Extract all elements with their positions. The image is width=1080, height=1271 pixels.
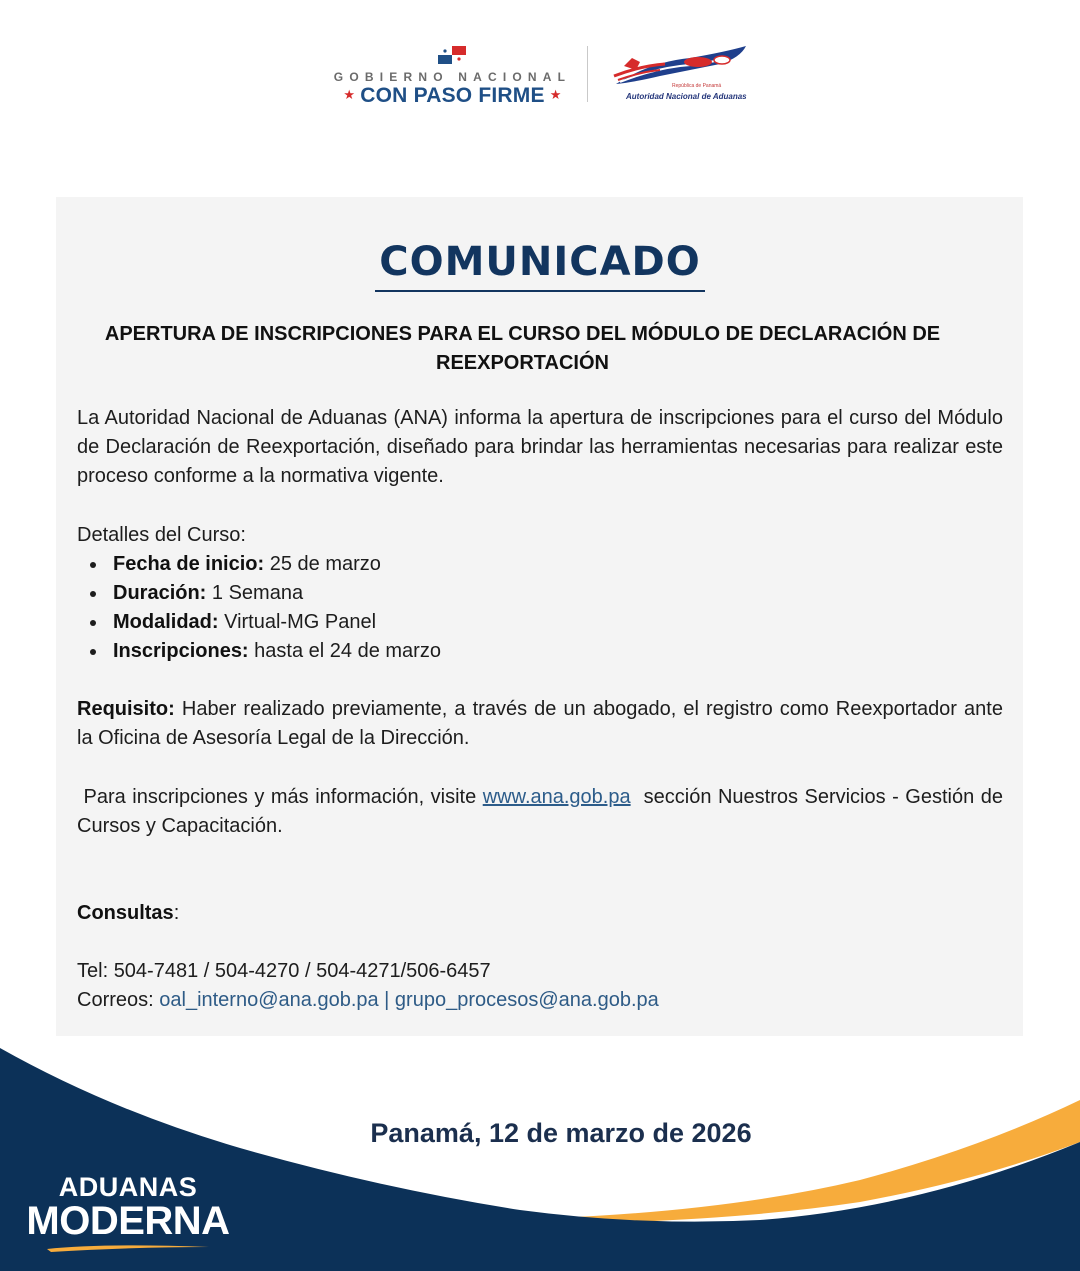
details-list — [77, 550, 441, 666]
government-logo-line1: GOBIERNO NACIONAL — [333, 70, 572, 84]
detail-item-registration — [77, 637, 441, 666]
detail-value: 1 Semana — [206, 582, 304, 604]
government-logo-line2 — [330, 84, 575, 108]
detail-item-start-date — [77, 550, 441, 579]
phone-label: Tel: — [77, 960, 114, 982]
info-paragraph — [77, 783, 1009, 841]
website-link[interactable]: www.ana.gob.pa — [482, 786, 631, 808]
logo-divider — [587, 46, 588, 102]
aduanas-moderna-logo — [18, 1172, 238, 1252]
email-line — [77, 986, 1003, 1015]
agency-logo-subtitle: República de Panamá — [672, 83, 722, 89]
detail-item-duration — [77, 579, 441, 608]
star-icon: ★ — [549, 87, 562, 102]
detail-label: Duración: — [113, 582, 207, 604]
phone-line — [77, 957, 1003, 986]
email-label: Correos: — [77, 989, 160, 1011]
requirement-paragraph — [77, 695, 1003, 753]
details-heading: Detalles del Curso: — [77, 524, 246, 546]
panama-flag-icon — [438, 46, 468, 64]
detail-label: Modalidad: — [113, 611, 219, 633]
brand-line1: ADUANAS — [58, 1172, 198, 1202]
detail-item-modality — [77, 608, 441, 637]
info-text-before: Para inscripciones y más información, visite — [77, 786, 483, 808]
document-title — [0, 238, 1080, 292]
government-logo — [330, 44, 575, 107]
agency-logo-name: Autoridad Nacional de Aduanas — [626, 92, 747, 101]
detail-value: 25 de marzo — [264, 553, 381, 575]
intro-paragraph: La Autoridad Nacional de Aduanas (ANA) informa la apertura de inscripciones para el curso del Módulo de Declaración de Reexportación, diseñado para brindar las herramientas necesarias para realizar este proceso conforme a la normativa vigente. — [77, 407, 1003, 487]
requirement-text: Haber realizado previamente, a través de un abogado, el registro como Reexportador ante la Oficina de Asesoría Legal de la Dirección. — [77, 698, 1003, 749]
government-logo-slogan: CON PASO FIRME — [360, 84, 545, 107]
detail-label: Fecha de inicio: — [113, 553, 265, 575]
header — [0, 0, 1080, 140]
email-addresses[interactable]: oal_interno@ana.gob.pa | grupo_procesos@ana.gob.pa — [159, 989, 659, 1011]
brush-stroke-icon — [43, 1242, 213, 1252]
detail-label: Inscripciones: — [113, 640, 249, 662]
document-subtitle: APERTURA DE INSCRIPCIONES PARA EL CURSO DEL MÓDULO DE DECLARACIÓN DE REEXPORTACIÓN — [104, 323, 941, 374]
consultas-colon: : — [173, 902, 180, 924]
agency-logo — [610, 44, 750, 104]
info-text-after: sección Nuestros Servicios - Gestión de Cursos y Capacitación. — [77, 786, 1009, 837]
detail-value: Virtual-MG Panel — [218, 611, 377, 633]
detail-value: hasta el 24 de marzo — [248, 640, 441, 662]
publication-date: Panamá, 12 de marzo de 2026 — [370, 1118, 752, 1148]
consultas-label: Consultas — [77, 902, 174, 924]
consultas-heading — [77, 899, 1003, 928]
requirement-label: Requisito: — [77, 698, 175, 720]
brand-line2: MODERNA — [26, 1199, 230, 1243]
phone-numbers: 504-7481 / 504-4270 / 504-4271/506-6457 — [113, 960, 491, 982]
star-icon: ★ — [343, 87, 356, 102]
document-title-text: COMUNICADO — [375, 238, 705, 292]
